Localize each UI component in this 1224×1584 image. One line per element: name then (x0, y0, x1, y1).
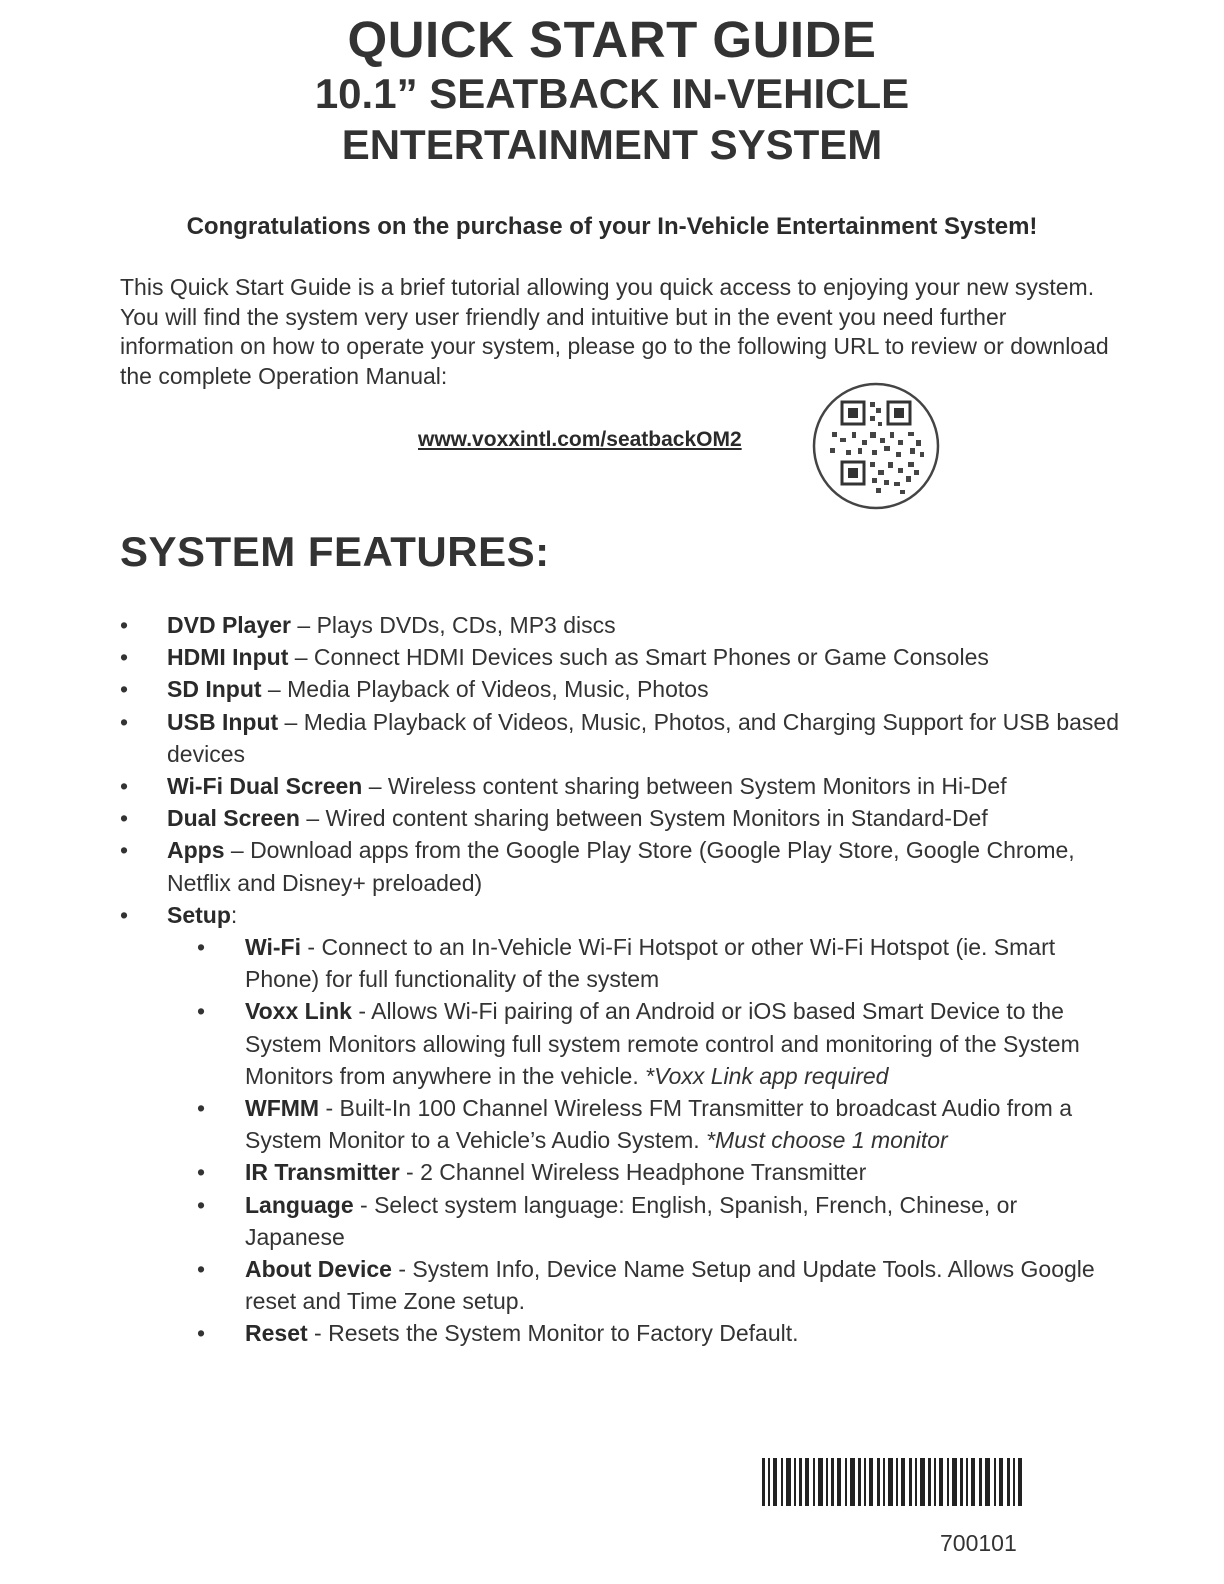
barcode-icon (762, 1458, 1022, 1506)
setup-item-note: *Voxx Link app required (645, 1062, 889, 1089)
bullet: • (197, 998, 206, 1025)
bullet: • (197, 1256, 206, 1283)
setup-item-description: - System Info, Device Name Setup and Update Tools. Allows Google reset and Time Zone setup. (245, 1256, 1095, 1315)
feature-name: Setup (167, 901, 231, 928)
list-item (120, 609, 1120, 641)
list-item (120, 802, 1120, 834)
setup-item-description: - Connect to an In-Vehicle Wi-Fi Hotspot or other Wi-Fi Hotspot (ie. Smart Phone) for full functionality of the system (245, 934, 1056, 993)
feature-name: DVD Player (167, 612, 292, 638)
feature-description: – Download apps from the Google Play Store (Google Play Store, Google Chrome, Netflix and Disney+ preloaded) (167, 837, 1075, 896)
setup-item-name: About Device (245, 1256, 392, 1283)
setup-item-name: Voxx Link (245, 998, 352, 1025)
list-item (197, 995, 1120, 1092)
list-item (197, 1253, 1120, 1317)
setup-item-description: - 2 Channel Wireless Headphone Transmitter (399, 1159, 867, 1186)
subtitle-line-2: ENTERTAINMENT SYSTEM (341, 121, 883, 168)
bullet: • (120, 644, 129, 671)
feature-name: Apps (167, 837, 225, 864)
bullet: • (120, 837, 129, 864)
list-item (120, 770, 1120, 802)
system-features-heading: SYSTEM FEATURES: (120, 528, 550, 575)
feature-description: – Plays DVDs, CDs, MP3 discs (291, 612, 616, 638)
congratulations-heading: Congratulations on the purchase of your In-Vehicle Entertainment System! (186, 213, 1038, 240)
feature-description: : (230, 901, 238, 928)
bullet: • (120, 805, 129, 832)
manual-url-link[interactable]: www.voxxintl.com/seatbackOM2 (418, 428, 742, 451)
setup-item-description: - Select system language: English, Spanish, French, Chinese, or Japanese (245, 1191, 1018, 1250)
list-item (120, 899, 1120, 1350)
setup-item-name: Wi-Fi (245, 934, 301, 961)
page-title: QUICK START GUIDE (347, 11, 877, 68)
bullet: • (197, 1159, 206, 1186)
feature-description: – Wireless content sharing between System Monitors in Hi-Def (362, 773, 1007, 800)
setup-item-description: - Resets the System Monitor to Factory Default. (307, 1320, 799, 1347)
feature-name: Dual Screen (167, 805, 300, 832)
list-item (120, 706, 1120, 770)
feature-description: – Media Playback of Videos, Music, Photos (261, 676, 709, 703)
list-item (120, 673, 1120, 705)
setup-item-name: Reset (245, 1320, 308, 1347)
feature-description: – Media Playback of Videos, Music, Photos, and Charging Support for USB based devices (167, 708, 1119, 767)
bullet: • (197, 1320, 206, 1347)
intro-paragraph: This Quick Start Guide is a brief tutorial allowing you quick access to enjoying your new system. You will find the system very user friendly and intuitive but in the event you need further information on how to operate your system, please go to the following URL to review or download the complete Operation Manual: (120, 274, 1109, 389)
feature-description: – Connect HDMI Devices such as Smart Phones or Game Consoles (288, 644, 989, 671)
list-item (197, 931, 1120, 995)
list-item (197, 1189, 1120, 1253)
feature-name: Wi-Fi Dual Screen (167, 773, 363, 800)
subtitle-line-1: 10.1” SEATBACK IN-VEHICLE (314, 70, 910, 117)
feature-name: HDMI Input (167, 644, 289, 671)
list-item (197, 1156, 1120, 1188)
setup-item-note: *Must choose 1 monitor (706, 1127, 948, 1154)
features-list (120, 609, 1120, 1350)
setup-sublist (197, 931, 1120, 1350)
bullet: • (120, 773, 129, 800)
barcode-number: 700101 (940, 1530, 1017, 1556)
setup-item-name: WFMM (245, 1095, 320, 1122)
bullet: • (197, 934, 206, 961)
bullet: • (120, 708, 129, 735)
feature-name: SD Input (167, 676, 262, 703)
bullet: • (120, 676, 129, 703)
list-item (197, 1317, 1120, 1349)
setup-item-name: Language (245, 1191, 354, 1218)
setup-item-name: IR Transmitter (245, 1159, 400, 1186)
list-item (120, 641, 1120, 673)
feature-description: – Wired content sharing between System Monitors in Standard-Def (299, 805, 988, 832)
feature-name: USB Input (167, 708, 279, 735)
setup-item-description: - Built-In 100 Channel Wireless FM Transmitter to broadcast Audio from a System Monitor to a Vehicle’s Audio System. (245, 1095, 1072, 1154)
bullet: • (197, 1191, 206, 1218)
qr-code-icon[interactable] (812, 382, 940, 510)
bullet: • (120, 901, 129, 928)
bullet: • (120, 612, 129, 638)
setup-item-description: - Allows Wi-Fi pairing of an Android or iOS based Smart Device to the System Monitors allowing full system remote control and monitoring of the System Monitors from anywhere in the vehicle. (245, 998, 1080, 1089)
bullet: • (197, 1095, 206, 1122)
list-item (120, 834, 1120, 898)
list-item (197, 1092, 1120, 1156)
